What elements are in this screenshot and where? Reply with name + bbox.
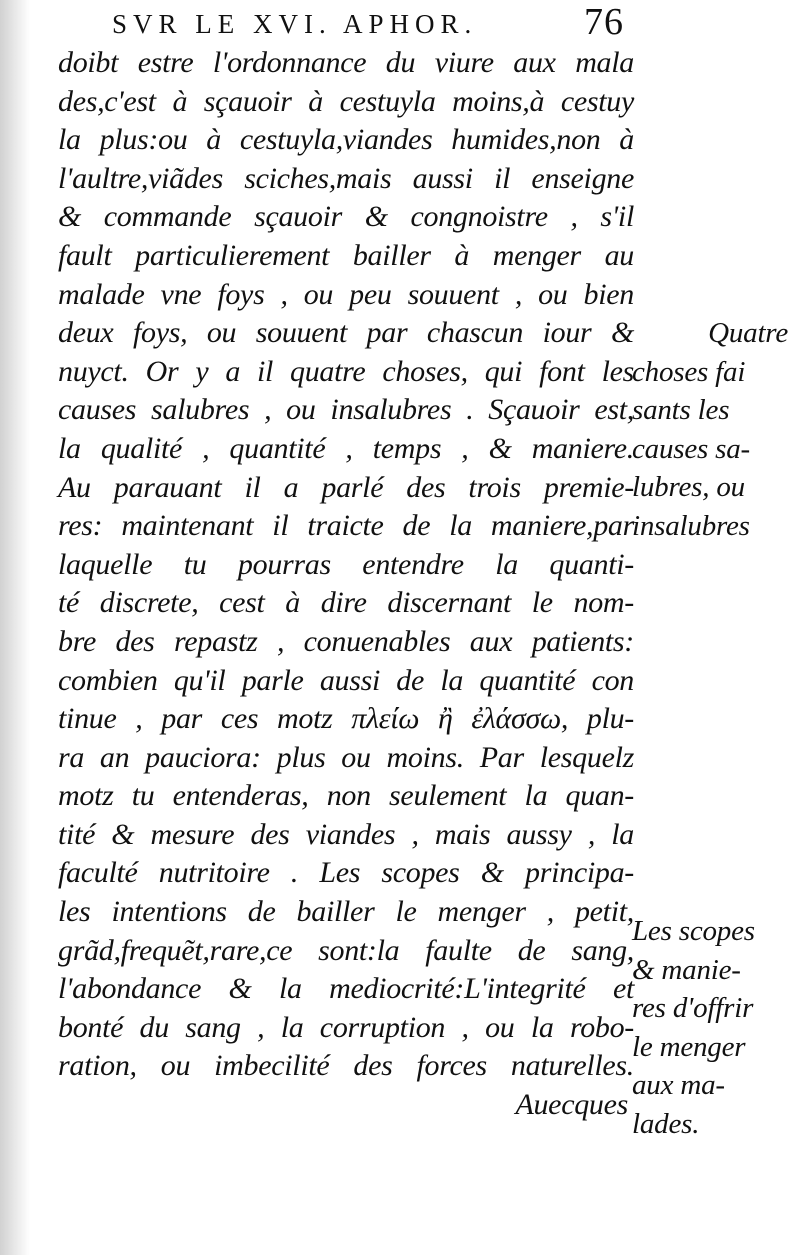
text-line: les intentions de bailler le menger , petit, xyxy=(58,895,634,929)
text-line: ration, ou imbecilité des forces naturelles. xyxy=(58,1049,634,1083)
text-line: tinue , par ces motz πλείω ἢ ἐλάσσω, plu- xyxy=(58,702,634,736)
text-line: causes salubres , ou insalubres . Sçauoir est, xyxy=(58,393,634,427)
text-line: grãd,frequẽt,rare,ce sont:la faulte de sang, xyxy=(58,933,634,967)
text-line: des,c'est à sçauoir à cestuyla moins,à cestuy xyxy=(58,84,634,118)
text-line: Au parauant il a parlé des trois premie- xyxy=(58,470,634,504)
text-line: & commande sçauoir & congnoistre , s'il xyxy=(58,200,634,234)
catchword: Auecques xyxy=(515,1088,628,1122)
margin-note-line: causes sa- xyxy=(632,432,751,465)
text-line: res: maintenant il traicte de la maniere,par xyxy=(58,509,634,543)
margin-note-line: choses fai xyxy=(632,355,746,388)
text-line: doibt estre l'ordonnance du viure aux mala xyxy=(58,46,634,79)
text-line: té discrete, cest à dire discernant le nom- xyxy=(58,586,634,620)
text-line: malade vne foys , ou peu souuent , ou bien xyxy=(58,277,634,311)
running-head: SVR LE XVI. APHOR. xyxy=(112,9,478,39)
page-number: 76 xyxy=(584,1,624,43)
text-line: bre des repastz , conuenables aux patients: xyxy=(58,624,634,658)
text-line: deux foys, ou souuent par chascun iour & xyxy=(58,316,634,350)
margin-note-line: & manie- xyxy=(632,953,741,986)
text-line: bonté du sang , la corruption , ou la robo- xyxy=(58,1010,634,1044)
margin-note-line: Les scopes xyxy=(632,915,755,947)
text-line: ra an pauciora: plus ou moins. Par lesquelz xyxy=(58,740,634,774)
margin-note-line: insalubres xyxy=(632,509,750,542)
margin-note-line: Quatre xyxy=(708,317,788,349)
text-line: l'aultre,viãdes sciches,mais aussi il enseigne xyxy=(58,161,634,195)
text-line: motz tu entenderas, non seulement la quan- xyxy=(58,779,634,813)
margin-note-line: lades. xyxy=(632,1107,700,1140)
margin-note-line: lubres, ou xyxy=(632,471,745,504)
margin-note-causes xyxy=(632,314,792,546)
text-line: fault particulierement bailler à menger au xyxy=(58,238,634,272)
margin-note-line: le menger xyxy=(632,1030,746,1063)
margin-note-scopes xyxy=(632,912,792,1144)
text-line: tité & mesure des viandes , mais aussy , la xyxy=(58,817,634,851)
text-line: faculté nutritoire . Les scopes & principa- xyxy=(58,856,634,890)
margin-note-line: sants les xyxy=(632,394,730,427)
gutter-shadow xyxy=(0,0,30,1255)
text-line: la plus:ou à cestuyla,viandes humides,non à xyxy=(58,123,634,157)
text-line: l'abondance & la mediocrité:L'integrité et xyxy=(58,972,634,1006)
text-line: nuyct. Or y a il quatre choses, qui font les xyxy=(58,354,634,388)
text-line: laquelle tu pourras entendre la quanti- xyxy=(58,547,634,581)
margin-note-line: aux ma- xyxy=(632,1069,725,1102)
text-line: combien qu'il parle aussi de la quantité con xyxy=(58,663,634,697)
text-line: la qualité , quantité , temps , & maniere. xyxy=(58,431,634,465)
main-text-block xyxy=(58,44,634,1125)
margin-note-line: res d'offrir xyxy=(632,992,754,1025)
